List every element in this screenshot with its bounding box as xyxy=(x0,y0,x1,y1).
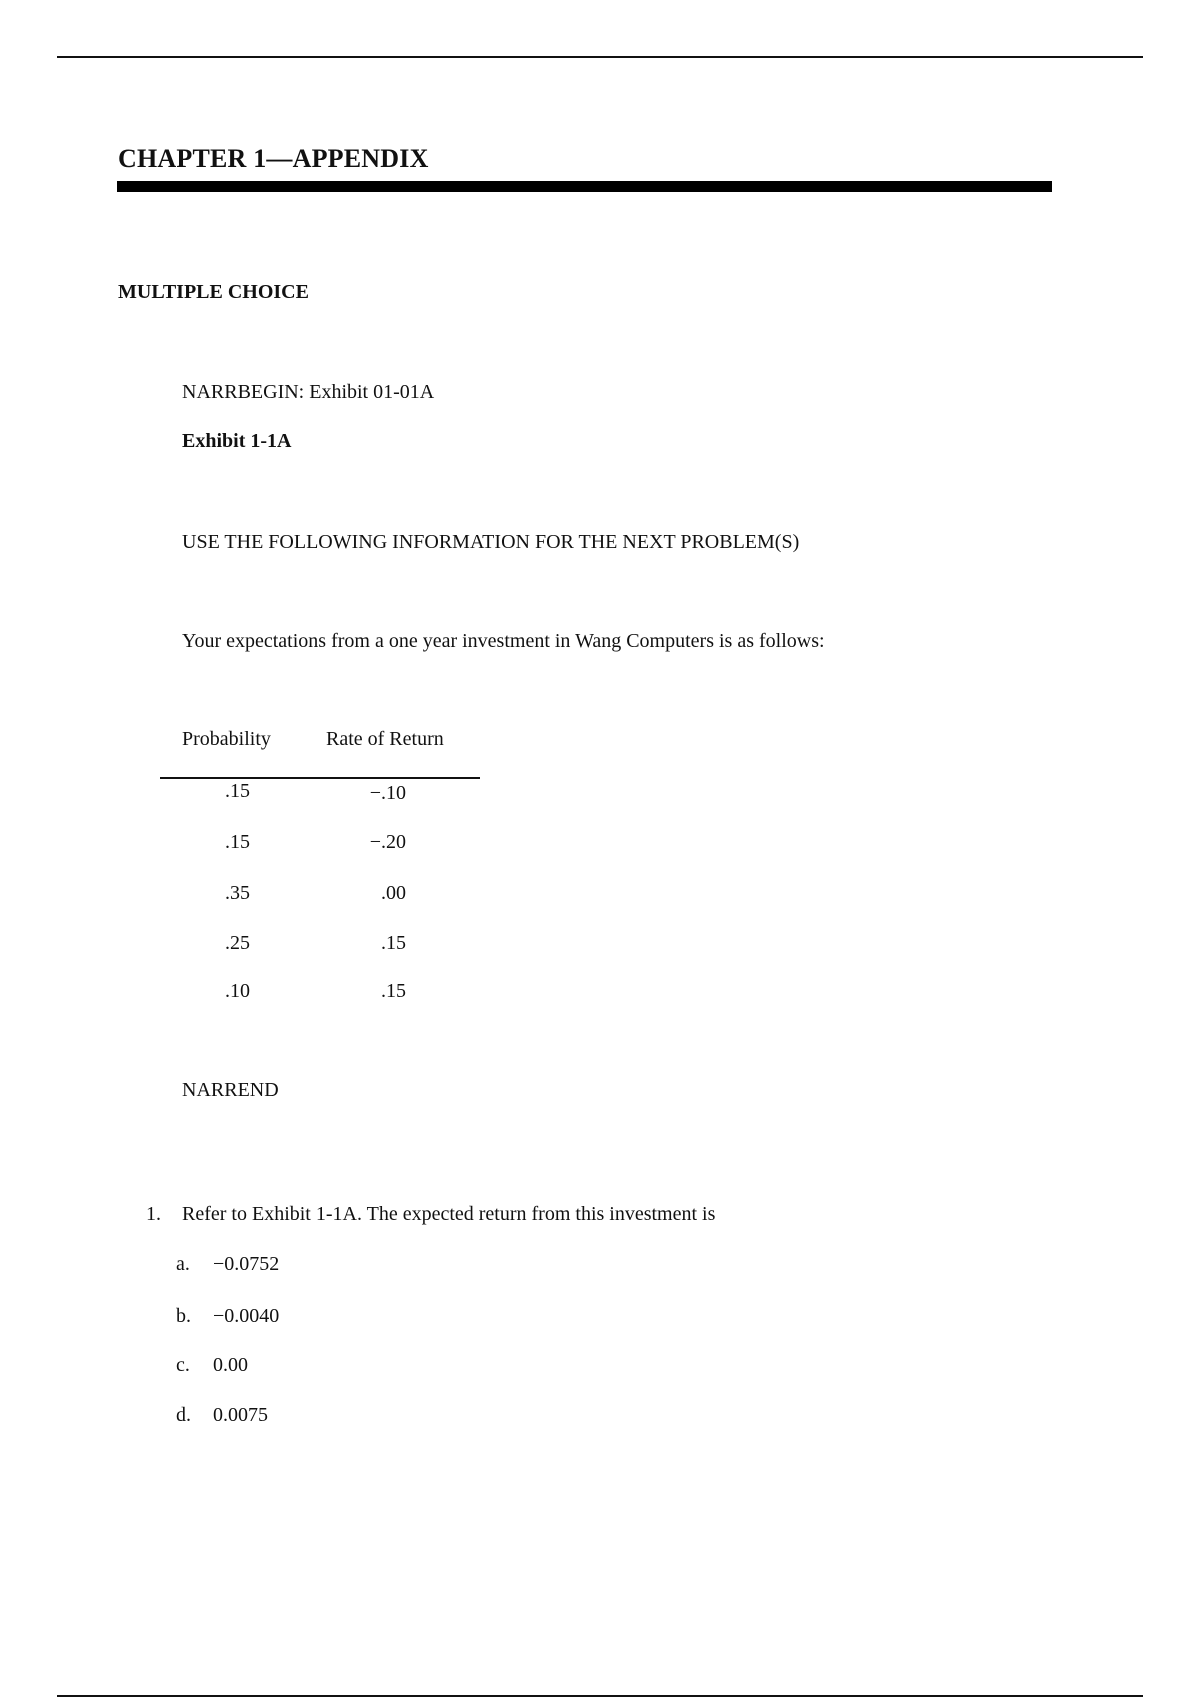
rate-cell: −.20 xyxy=(369,831,406,853)
rate-cell: .00 xyxy=(381,882,406,904)
probability-cell: .15 xyxy=(225,780,250,802)
probability-cell: .10 xyxy=(225,980,250,1002)
rate-cell: .15 xyxy=(381,980,406,1002)
option-text: 0.0075 xyxy=(213,1404,268,1426)
probability-cell: .25 xyxy=(225,932,250,954)
table-header-rate-of-return: Rate of Return xyxy=(326,728,444,750)
question-number: 1. xyxy=(146,1203,161,1225)
probability-cell: .35 xyxy=(225,882,250,904)
page-bottom-rule xyxy=(57,1695,1143,1697)
table-header-probability: Probability xyxy=(182,728,271,750)
chapter-title: CHAPTER 1—APPENDIX xyxy=(118,144,429,173)
option-text: 0.00 xyxy=(213,1354,248,1376)
section-title: MULTIPLE CHOICE xyxy=(118,281,309,303)
option-letter: d. xyxy=(176,1404,191,1426)
rate-cell: −.10 xyxy=(369,782,406,804)
option-letter: a. xyxy=(176,1253,190,1275)
narr-begin: NARRBEGIN: Exhibit 01-01A xyxy=(182,381,435,403)
question-text: Refer to Exhibit 1-1A. The expected return from this investment is xyxy=(182,1203,716,1225)
option-text: −0.0040 xyxy=(213,1305,280,1327)
narr-end: NARREND xyxy=(182,1079,279,1101)
intro-text: Your expectations from a one year investment in Wang Computers is as follows: xyxy=(182,630,825,652)
page-top-rule xyxy=(57,56,1143,58)
probability-cell: .15 xyxy=(225,831,250,853)
option-text: −0.0752 xyxy=(213,1253,280,1275)
instruction-text: USE THE FOLLOWING INFORMATION FOR THE NEXT PROBLEM(S) xyxy=(182,531,800,553)
exhibit-title: Exhibit 1-1A xyxy=(182,430,292,452)
rate-cell: .15 xyxy=(381,932,406,954)
option-letter: c. xyxy=(176,1354,190,1376)
option-letter: b. xyxy=(176,1305,191,1327)
chapter-title-bar xyxy=(117,181,1052,192)
table-header-rule xyxy=(160,777,480,779)
